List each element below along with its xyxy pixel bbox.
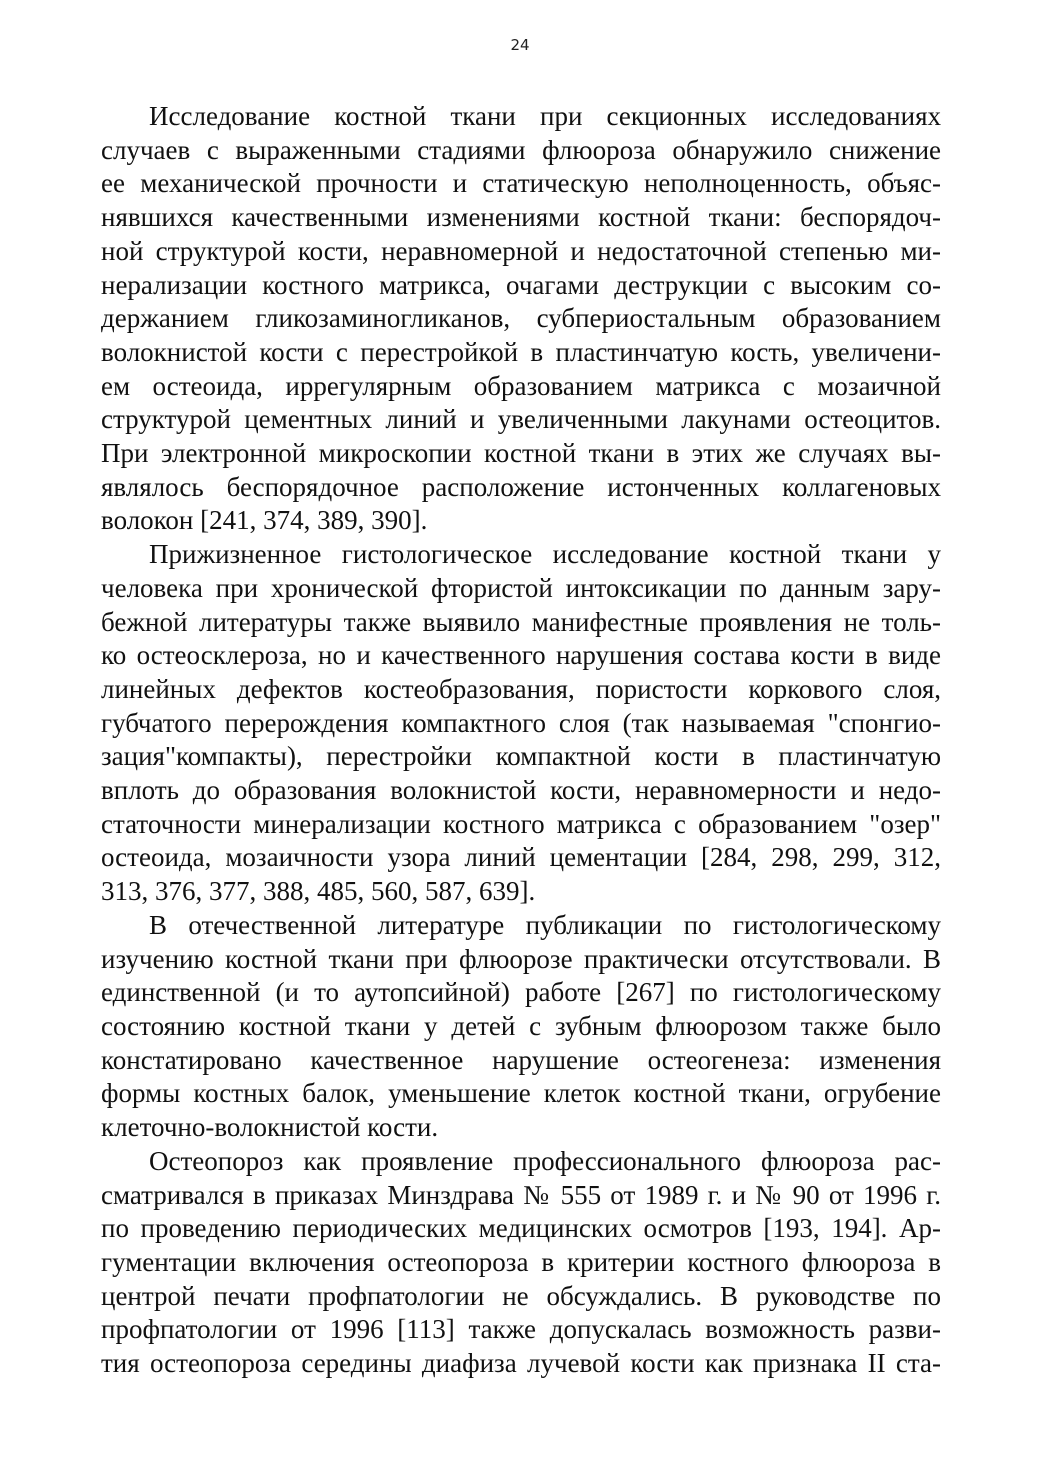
text-line: по проведению периодических медицинских осмотров [193, 194]. Ар- (101, 1213, 941, 1244)
text-line: При электронной микроскопии костной ткани в этих же случаях вы- (101, 438, 941, 469)
text-line: ее механической прочности и статическую неполноценность, объяс- (101, 168, 941, 199)
text-line: Прижизненное гистологическое исследование костной ткани у (149, 539, 941, 570)
text-line: профпатологии от 1996 [113] также допускалась возможность разви- (101, 1314, 941, 1345)
text-line: ной структурой кости, неравномерной и недостаточной степенью ми- (101, 235, 941, 266)
paragraph (101, 538, 941, 909)
text-line: констатировано качественное нарушение остеогенеза: изменения (101, 1044, 941, 1075)
text-line: бежной литературы также выявило манифестные проявления не толь- (101, 606, 941, 637)
text-line: единственной (и то аутопсийной) работе [267] по гистологическому (101, 977, 941, 1008)
text-line: Исследование костной ткани при секционных исследованиях (149, 101, 941, 131)
body-text (101, 100, 941, 1381)
text-line: клеточно-волокнистой кости. (101, 1112, 439, 1143)
text-line: являлось беспорядочное расположение истонченных коллагеновых (101, 471, 941, 502)
text-line: остеоида, мозаичности узора линий цементации [284, 298, 299, 312, (101, 842, 941, 873)
text-line: человека при хронической фтористой интоксикации по данным зару- (101, 572, 941, 603)
text-line: волокнистой кости с перестройкой в пластинчатую кость, увеличени- (101, 336, 941, 367)
page-number: 24 (510, 36, 530, 54)
text-line: ем остеоида, иррегулярным образованием матрикса с мозаичной (101, 370, 941, 401)
text-line: нявшихся качественными изменениями костной ткани: беспорядоч- (101, 202, 941, 233)
text-line: ко остеосклероза, но и качественного нарушения состава кости в виде (101, 640, 941, 671)
text-line: вплоть до образования волокнистой кости, неравномерности и недо- (101, 775, 941, 806)
text-line: изучению костной ткани при флюорозе практически отсутствовали. В (101, 943, 941, 974)
text-line: линейных дефектов костеобразования, пористости коркового слоя, (101, 673, 941, 704)
text-line: формы костных балок, уменьшение клеток костной ткани, огрубение (101, 1078, 941, 1109)
text-line: В отечественной литературе публикации по гистологическому (149, 909, 941, 940)
paragraph (101, 1145, 941, 1381)
text-line: структурой цементных линий и увеличенными лакунами остеоцитов. (101, 404, 941, 435)
paragraph (101, 100, 941, 538)
text-line: зация"компакты), перестройки компактной кости в пластинчатую (101, 741, 941, 772)
text-line: статочности минерализации костного матрикса с образованием "озер" (101, 808, 941, 839)
text-line: тия остеопороза середины диафиза лучевой кости как признака II ста- (101, 1348, 941, 1379)
text-line: центрой печати профпатологии не обсуждались. В руководстве по (101, 1280, 941, 1311)
text-line: 313, 376, 377, 388, 485, 560, 587, 639]. (101, 876, 536, 907)
text-line: гументации включения остеопороза в критерии костного флюороза в (101, 1246, 941, 1277)
text-line: случаев с выраженными стадиями флюороза обнаружило снижение (101, 134, 941, 165)
text-line: губчатого перерождения компактного слоя (так называемая "спонгио- (101, 707, 941, 738)
paragraph (101, 909, 941, 1145)
text-line: держанием гликозаминогликанов, субпериостальным образованием (101, 303, 941, 334)
text-line: состоянию костной ткани у детей с зубным флюорозом также было (101, 1010, 941, 1041)
text-line: нерализации костного матрикса, очагами деструкции с высоким со- (101, 269, 941, 300)
text-line: волокон [241, 374, 389, 390]. (101, 505, 428, 536)
text-line: сматривался в приказах Минздрава № 555 от 1989 г. и № 90 от 1996 г. (101, 1179, 941, 1210)
text-line: Остеопороз как проявление профессионального флюороза рас- (149, 1145, 941, 1176)
